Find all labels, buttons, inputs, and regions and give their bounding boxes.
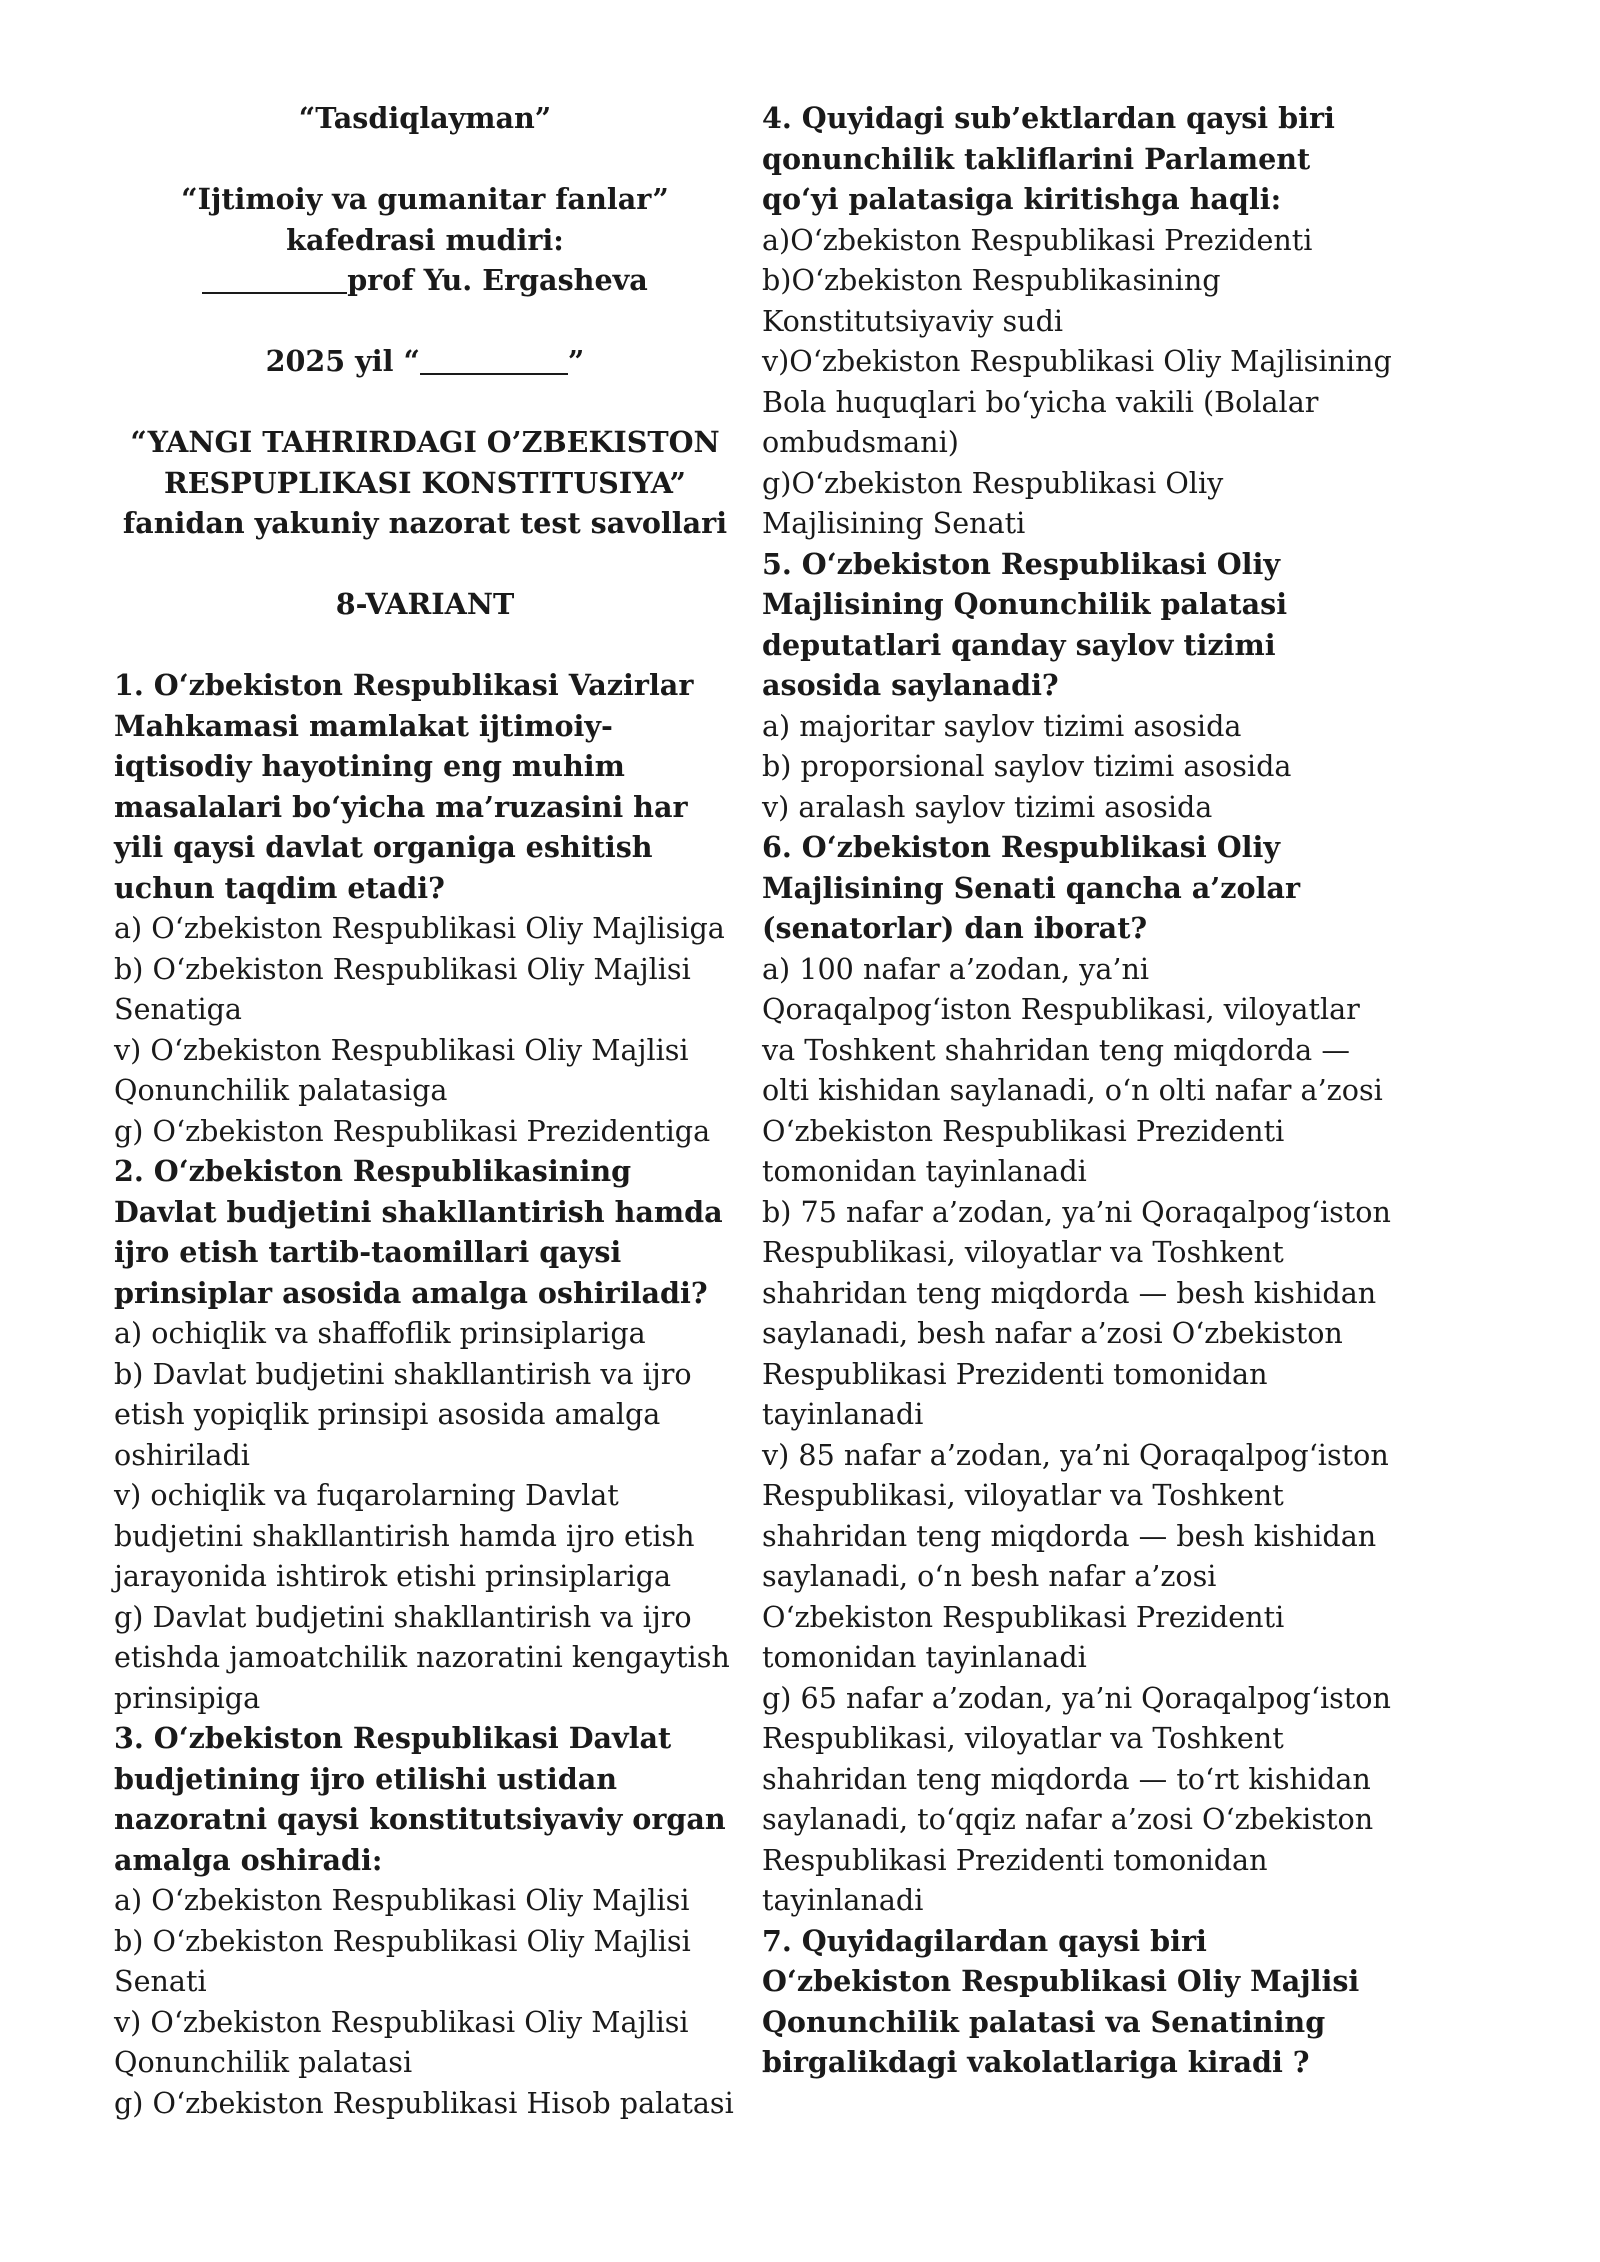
question-3 (114, 1718, 736, 2123)
signature-blank (202, 262, 347, 294)
answer-option: b) O‘zbekiston Respublikasi Oliy Majlisi Senatiga (114, 951, 691, 1026)
answer-option: b) proporsional saylov tizimi asosida (762, 749, 1292, 783)
answer-option: g) Davlat budjetini shakllantirish va ijro etishda jamoatchilik nazoratini kengaytish prinsipiga (114, 1599, 730, 1715)
question-7 (762, 1921, 1392, 2083)
date-suffix: ” (567, 344, 585, 378)
answer-option: v) 85 nafar a’zodan, ya’ni Qoraqalpog‘iston Respublikasi, viloyatlar va Toshkent shahridan teng miqdorda — besh kishidan saylanadi, o‘n besh nafar a’zosi O‘zbekiston Respublikasi Prezidenti tomonidan tayinlanadi (762, 1437, 1389, 1674)
question-text: 4. Quyidagi sub’ektlardan qaysi biri qonunchilik takliflarini Parlament qo‘yi palatasiga kiritishga haqli: (762, 101, 1335, 216)
title-line-1: “YANGI TAHRIRDAGI O’ZBEKISTON (130, 425, 720, 459)
answer-option: a) O‘zbekiston Respublikasi Oliy Majlisi (114, 1883, 690, 1917)
answer-option: b) O‘zbekiston Respublikasi Oliy Majlisi Senati (114, 1923, 691, 1998)
answer-option: b) Davlat budjetini shakllantirish va ijro etish yopiqlik prinsipi asosida amalga oshiriladi (114, 1356, 692, 1472)
approval-label: “Tasdiqlayman” (298, 101, 552, 135)
question-4 (762, 98, 1392, 544)
title-line-2: RESPUPLIKASI KONSTITUSIYA” (164, 465, 686, 500)
question-text: 3. O‘zbekiston Respublikasi Davlat budjetining ijro etilishi ustidan nazoratni qaysi konstitutsiyaviy organ amalga oshiradi: (114, 1721, 726, 1877)
variant-label: 8-VARIANT (335, 587, 515, 621)
answer-option: v)O‘zbekiston Respublikasi Oliy Majlisining Bola huquqlari bo‘yicha vakili (Bolalar ombudsmani) (762, 344, 1392, 459)
question-6 (762, 827, 1392, 1921)
answer-option: a) ochiqlik va shaffoflik prinsiplariga (114, 1316, 646, 1350)
answer-option: b) 75 nafar a’zodan, ya’ni Qoraqalpog‘iston Respublikasi, viloyatlar va Toshkent shahridan teng miqdorda — besh kishidan saylanadi, besh nafar a’zosi O‘zbekiston Respublikasi Prezidenti tomonidan tayinlanadi (762, 1194, 1391, 1431)
question-1 (114, 665, 736, 1151)
answer-option: a) O‘zbekiston Respublikasi Oliy Majlisiga (114, 911, 725, 945)
answer-option: g) O‘zbekiston Respublikasi Prezidentiga (114, 1113, 711, 1148)
question-text: 6. O‘zbekiston Respublikasi Oliy Majlisining Senati qancha a’zolar (senatorlar) dan iborat? (762, 830, 1301, 945)
question-text: 5. O‘zbekiston Respublikasi Oliy Majlisining Qonunchilik palatasi deputatlari qanday saylov tizimi asosida saylanadi? (762, 546, 1288, 702)
answer-option: b)O‘zbekiston Respublikasining Konstitutsiyaviy sudi (762, 263, 1221, 338)
approval-header (114, 98, 736, 665)
title-line-3: fanidan yakuniy nazorat test savollari (122, 506, 728, 540)
question-text: 7. Quyidagilardan qaysi biri O‘zbekiston Respublikasi Oliy Majlisi Qonunchilik palatasi va Senatining birgalikdagi vakolatlariga kiradi ? (762, 1923, 1360, 2079)
signature-name: prof Yu. Ergasheva (347, 263, 648, 297)
answer-option: g) 65 nafar a’zodan, ya’ni Qoraqalpog‘iston Respublikasi, viloyatlar va Toshkent shahridan teng miqdorda — to‘rt kishidan saylanadi, to‘qqiz nafar a’zosi O‘zbekiston Respublikasi Prezidenti tomonidan tayinlanadi (762, 1680, 1391, 1917)
answer-option: a) 100 nafar a’zodan, ya’ni Qoraqalpog‘iston Respublikasi, viloyatlar va Toshkent shahridan teng miqdorda — olti kishidan saylanadi, o‘n olti nafar a’zosi O‘zbekiston Respublikasi Prezidenti tomonidan tayinlanadi (762, 951, 1383, 1188)
answer-option: a)O‘zbekiston Respublikasi Prezidenti (762, 222, 1313, 257)
question-text: 2. O‘zbekiston Respublikasining Davlat budjetini shakllantirish hamda ijro etish tartib-taomillari qaysi prinsiplar asosida amalga oshiriladi? (114, 1154, 723, 1310)
answer-option: v) aralash saylov tizimi asosida (762, 789, 1213, 824)
date-line (114, 341, 736, 382)
date-blank (420, 343, 568, 375)
department-line-2: kafedrasi mudiri: (286, 222, 564, 257)
question-text: 1. O‘zbekiston Respublikasi Vazirlar Mahkamasi mamlakat ijtimoiy-iqtisodiy hayotining eng muhim masalalari bo‘yicha ma’ruzasini har yili qaysi davlat organiga eshitish uchun taqdim etadi? (114, 668, 694, 905)
question-5 (762, 544, 1392, 828)
right-column (762, 98, 1392, 2262)
question-2 (114, 1151, 736, 1718)
answer-option: v) O‘zbekiston Respublikasi Oliy Majlisi Qonunchilik palatasi (114, 2004, 689, 2079)
signature-line (114, 260, 736, 301)
answer-option: g) O‘zbekiston Respublikasi Hisob palatasi (114, 2085, 734, 2120)
answer-option: g)O‘zbekiston Respublikasi Oliy Majlisining Senati (762, 465, 1224, 540)
answer-option: v) O‘zbekiston Respublikasi Oliy Majlisi Qonunchilik palatasiga (114, 1032, 689, 1107)
date-prefix: 2025 yil “ (265, 344, 420, 378)
answer-option: v) ochiqlik va fuqarolarning Davlat budjetini shakllantirish hamda ijro etish jarayonida ishtirok etishi prinsiplariga (114, 1478, 695, 1593)
left-column (114, 98, 736, 2262)
answer-option: a) majoritar saylov tizimi asosida (762, 708, 1242, 743)
department-line-1: “Ijtimoiy va gumanitar fanlar” (181, 182, 669, 216)
